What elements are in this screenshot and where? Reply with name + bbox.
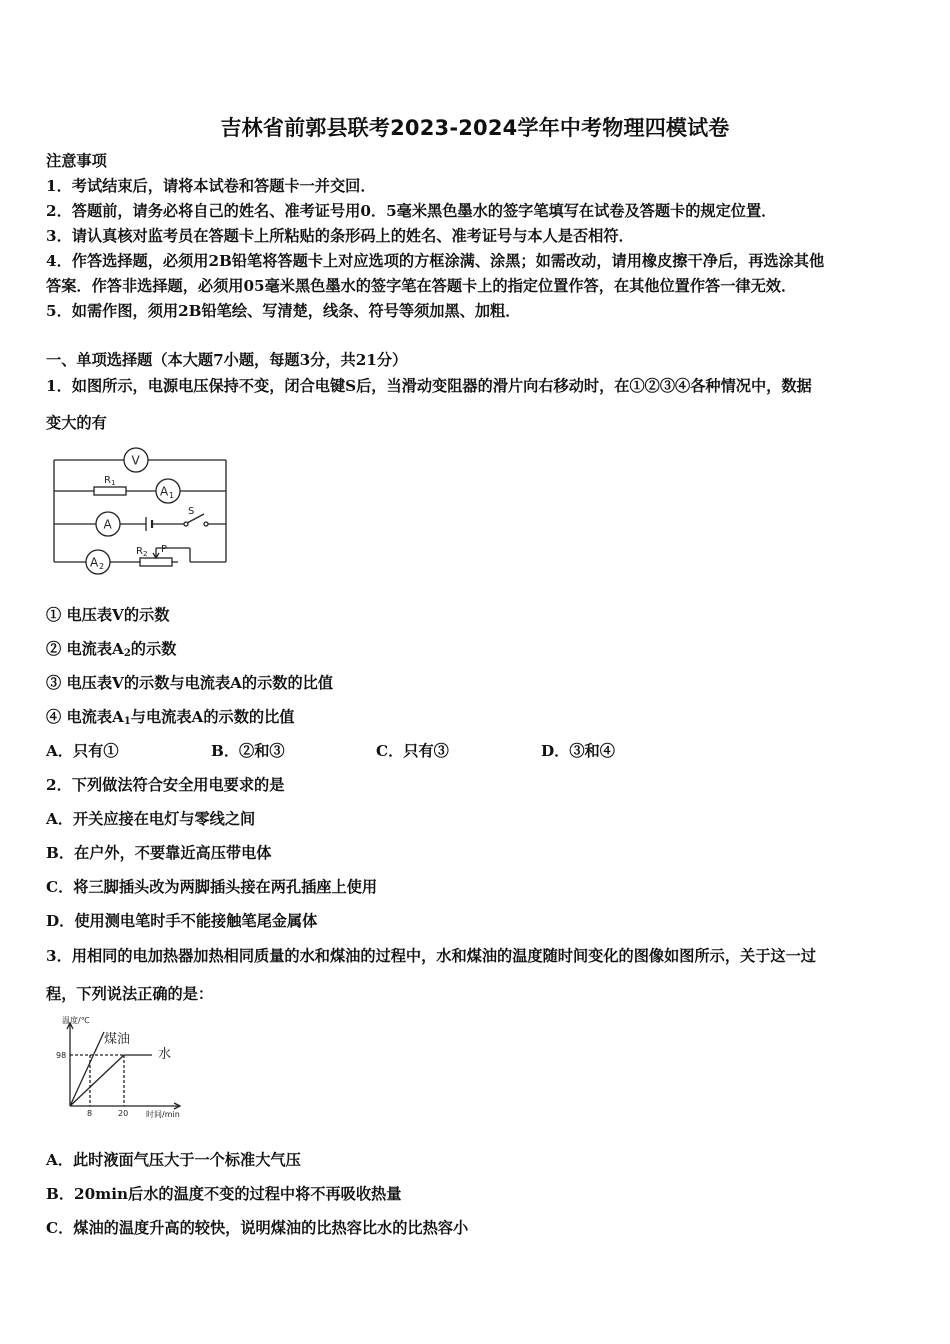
q1-item-3: ③ 电压表V的示数与电流表A的示数的比值 [46,674,334,692]
y-axis-label: 温度/℃ [62,1016,90,1025]
q1-option-d: D．③和④ [541,742,615,760]
notice-item: 1．考试结束后，请将本试卷和答题卡一并交回． [46,177,376,195]
slider-label: P [161,544,168,555]
q2-option-c: C．将三脚插头改为两脚插头接在两孔插座上使用 [46,878,378,896]
q1-item-4: ④ 电流表$A_1$与电流表A的示数的比值 [46,708,295,727]
r1-label: R [104,475,111,486]
q1-item-1: ① 电压表V的示数 [46,606,170,624]
q1-stem: 变大的有 [46,414,107,432]
ammeter-a1-sub: 1 [169,491,175,500]
switch-label: S [188,506,195,517]
q3-stem: 3．用相同的电加热器加热相同质量的水和煤油的过程中，水和煤油的温度随时间变化的图像如图所示，关于这一过 [46,947,816,965]
q2-option-b: B．在户外，不要靠近高压带电体 [46,844,272,862]
q1-item-2: ② 电流表$A_2$的示数 [46,640,177,659]
notice-item: 答案．作答非选择题，必须用05毫米黑色墨水的签字笔在答题卡上的指定位置作答，在其他位置作答一律无效． [46,277,797,295]
y-tick-98: 98 [56,1051,67,1060]
switch-contact [204,522,208,526]
notice-item: 3．请认真核对监考员在答题卡上所粘贴的条形码上的姓名、准考证号与本人是否相符． [46,227,634,245]
section-heading: 一、单项选择题（本大题7小题，每题3分，共21分） [46,351,408,369]
r2-sub: 2 [143,550,148,558]
notice-heading: 注意事项 [46,152,107,170]
water-line-rising [70,1055,124,1106]
q2-stem: 2．下列做法符合安全用电要求的是 [46,776,285,794]
q3-stem: 程，下列说法正确的是： [46,985,214,1003]
oil-label: 煤油 [104,1032,131,1047]
water-label: 水 [158,1047,172,1062]
ammeter-a1-label: A [160,484,169,499]
r2-label: R [136,546,143,557]
q2-option-a: A．开关应接在电灯与零线之间 [46,810,256,828]
q1-stem: 1．如图所示，电源电压保持不变，闭合电键S后，当滑动变阻器的滑片向右移动时，在①②③④各种情况中，数据 [46,377,812,395]
x-tick-8: 8 [87,1109,93,1118]
q3-option-c: C．煤油的温度升高的较快，说明煤油的比热容比水的比热容小 [46,1219,469,1237]
q1-option-b: B．②和③ [211,742,285,760]
exam-title: 吉林省前郭县联考2023-2024学年中考物理四模试卷 [220,116,730,140]
circuit-diagram [46,444,236,576]
q1-option-a: A．只有① [46,742,119,760]
voltmeter-label: V [131,453,140,468]
x-axis-label: 时间/min [146,1110,180,1119]
q2-option-d: D．使用测电笔时手不能接触笔尾金属体 [46,912,318,930]
q3-option-a: A．此时液面气压大于一个标准大气压 [46,1151,301,1169]
notice-item: 4．作答选择题，必须用2B铅笔将答题卡上对应选项的方框涂满、涂黑；如需改动，请用橡皮擦干净后，再选涂其他 [46,252,825,270]
notice-item: 5．如需作图，须用2B铅笔绘、写清楚，线条、符号等须加黑、加粗． [46,302,521,320]
resistor-r1 [94,487,126,495]
q1-option-c: C．只有③ [376,742,449,760]
oil-line [70,1032,104,1106]
q3-option-b: B．20min后水的温度不变的过程中将不再吸收热量 [46,1185,402,1203]
r1-sub: 1 [111,479,116,487]
ammeter-a2-sub: 2 [99,562,105,571]
ammeter-a-label: A [103,517,112,532]
x-tick-20: 20 [118,1109,129,1118]
notice-item: 2．答题前，请务必将自己的姓名、准考证号用0．5毫米黑色墨水的签字笔填写在试卷及答题卡的规定位置． [46,202,777,220]
ammeter-a2-label: A [90,555,99,570]
temperature-time-graph [52,1014,192,1124]
